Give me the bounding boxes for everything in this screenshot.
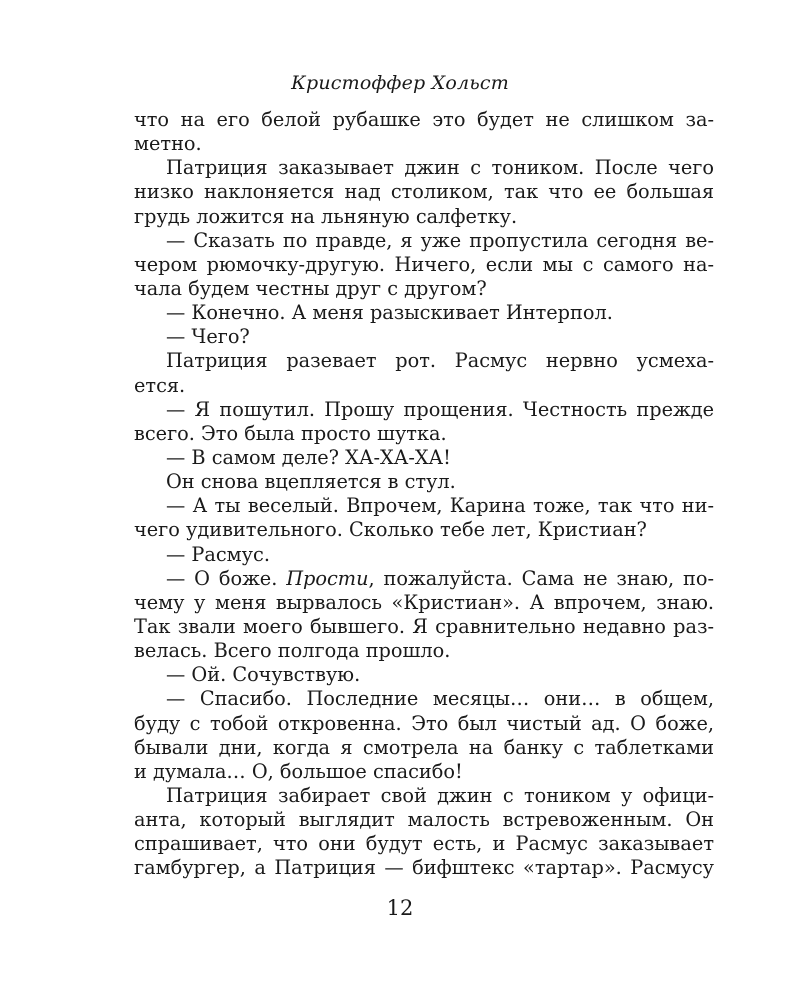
- text-line: — Сказать по правде, я уже пропустила сегодня ве-: [166, 228, 714, 252]
- body-text: [134, 108, 714, 881]
- text-line: — О боже. Прости, пожалуйста. Сама не знаю, по-: [166, 566, 714, 590]
- text-line: — Расмус.: [166, 542, 270, 566]
- text-line: грудь ложится на льняную салфетку.: [134, 204, 518, 228]
- text-line: метно.: [134, 132, 202, 156]
- text-line: всего. Это была просто шутка.: [134, 421, 447, 445]
- text-line: — Чего?: [166, 325, 250, 349]
- text-line: чала будем честны друг с другом?: [134, 276, 487, 300]
- text-line: Так звали моего бывшего. Я сравнительно недавно раз-: [134, 614, 714, 638]
- text-line: низко наклоняется над столиком, так что ее большая: [134, 180, 714, 204]
- text-line: спрашивает, что они будут есть, и Расмус заказывает: [134, 832, 714, 856]
- text-line: — В самом деле? ХА-ХА-ХА!: [166, 445, 451, 469]
- text-line: — Конечно. А меня разыскивает Интерпол.: [166, 301, 613, 325]
- text-line: чером рюмочку-другую. Ничего, если мы с самого на-: [134, 252, 714, 276]
- text-line: велась. Всего полгода прошло.: [134, 639, 451, 663]
- text-line: Патриция забирает свой джин с тоником у офици-: [166, 783, 714, 807]
- text-line: анта, который выглядит малость встревоженным. Он: [134, 808, 714, 832]
- text-line: чего удивительного. Сколько тебе лет, Кристиан?: [134, 518, 647, 542]
- text-line: буду с тобой откровенна. Это был чистый ад. О боже,: [134, 711, 714, 735]
- text-line: Патриция заказывает джин с тоником. После чего: [166, 156, 714, 180]
- text-line: бывали дни, когда я смотрела на банку с таблетками: [134, 735, 714, 759]
- text-line: и думала… О, большое спасибо!: [134, 759, 463, 783]
- text-line: ется.: [134, 373, 186, 397]
- text-line: гамбургер, а Патриция — бифштекс «тартар». Расмусу: [134, 856, 714, 880]
- text-line: Патриция разевает рот. Расмус нервно усмеха-: [166, 349, 714, 373]
- text-line: — Ой. Сочувствую.: [166, 663, 361, 687]
- page-number: 12: [386, 896, 414, 920]
- text-line: что на его белой рубашке это будет не слишком за-: [134, 108, 714, 131]
- running-head-author: Кристоффер Хольст: [291, 72, 509, 94]
- text-line: — Я пошутил. Прошу прощения. Честность прежде: [166, 397, 714, 421]
- text-line: Он снова вцепляется в стул.: [166, 470, 456, 494]
- text-line: — Спасибо. Последние месяцы… они… в общем,: [166, 687, 714, 711]
- text-line: — А ты веселый. Впрочем, Карина тоже, так что ни-: [166, 494, 714, 518]
- text-line: чему у меня вырвалось «Кристиан». А впрочем, знаю.: [134, 590, 714, 614]
